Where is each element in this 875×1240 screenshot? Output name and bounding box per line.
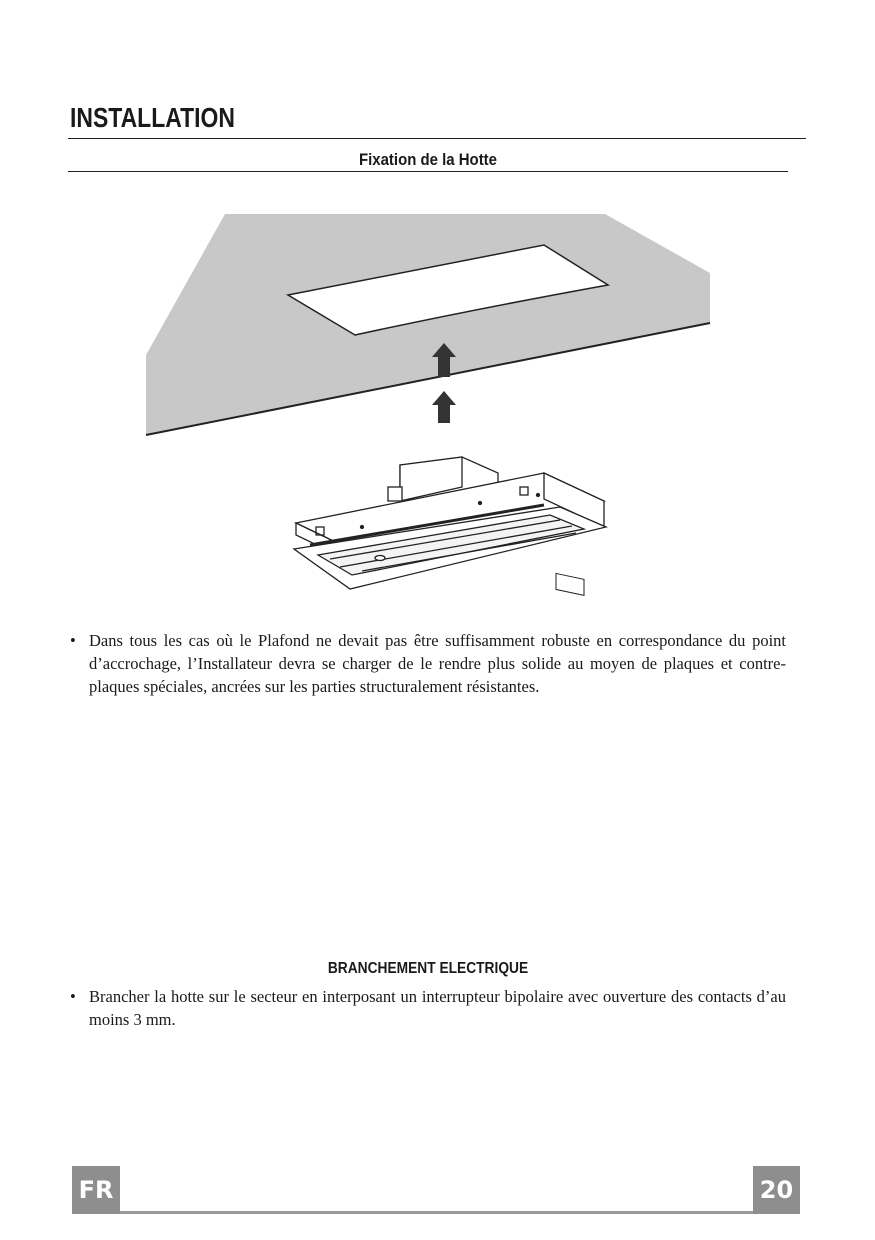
diagram-svg [140, 205, 720, 605]
hood-unit [294, 457, 606, 595]
electrical-connection-note: Brancher la hotte sur le secteur en interposant un interrupteur bipolaire avec ouverture des contacts d’au moins 3 mm. [89, 987, 786, 1029]
up-arrow-icon [432, 391, 456, 423]
subtitle-divider [68, 171, 788, 172]
footer-divider [72, 1211, 800, 1214]
ceiling-slab [146, 214, 710, 435]
bullet-point: • [70, 631, 76, 650]
section-subtitle: Fixation de la Hotte [359, 150, 497, 169]
list-item [70, 629, 786, 698]
language-badge: FR [72, 1166, 120, 1214]
page-number: 20 [753, 1166, 800, 1214]
bullet-point: • [70, 987, 76, 1006]
electrical-section-title: BRANCHEMENT ELECTRIQUE [327, 960, 529, 977]
ceiling-hood-installation-diagram [140, 205, 720, 605]
ceiling-reinforcement-note: Dans tous les cas où le Plafond ne devait pas être suffisamment robuste en correspondance du point d’accrochage, l’Installateur devra se charger de le rendre plus solide au moyen de plaques et contre-plaques spéciales, ancrées sur les parties structuralement résistantes. [89, 631, 786, 696]
list-item [70, 985, 786, 1031]
page-title: INSTALLATION [70, 102, 235, 133]
title-divider [68, 138, 806, 139]
